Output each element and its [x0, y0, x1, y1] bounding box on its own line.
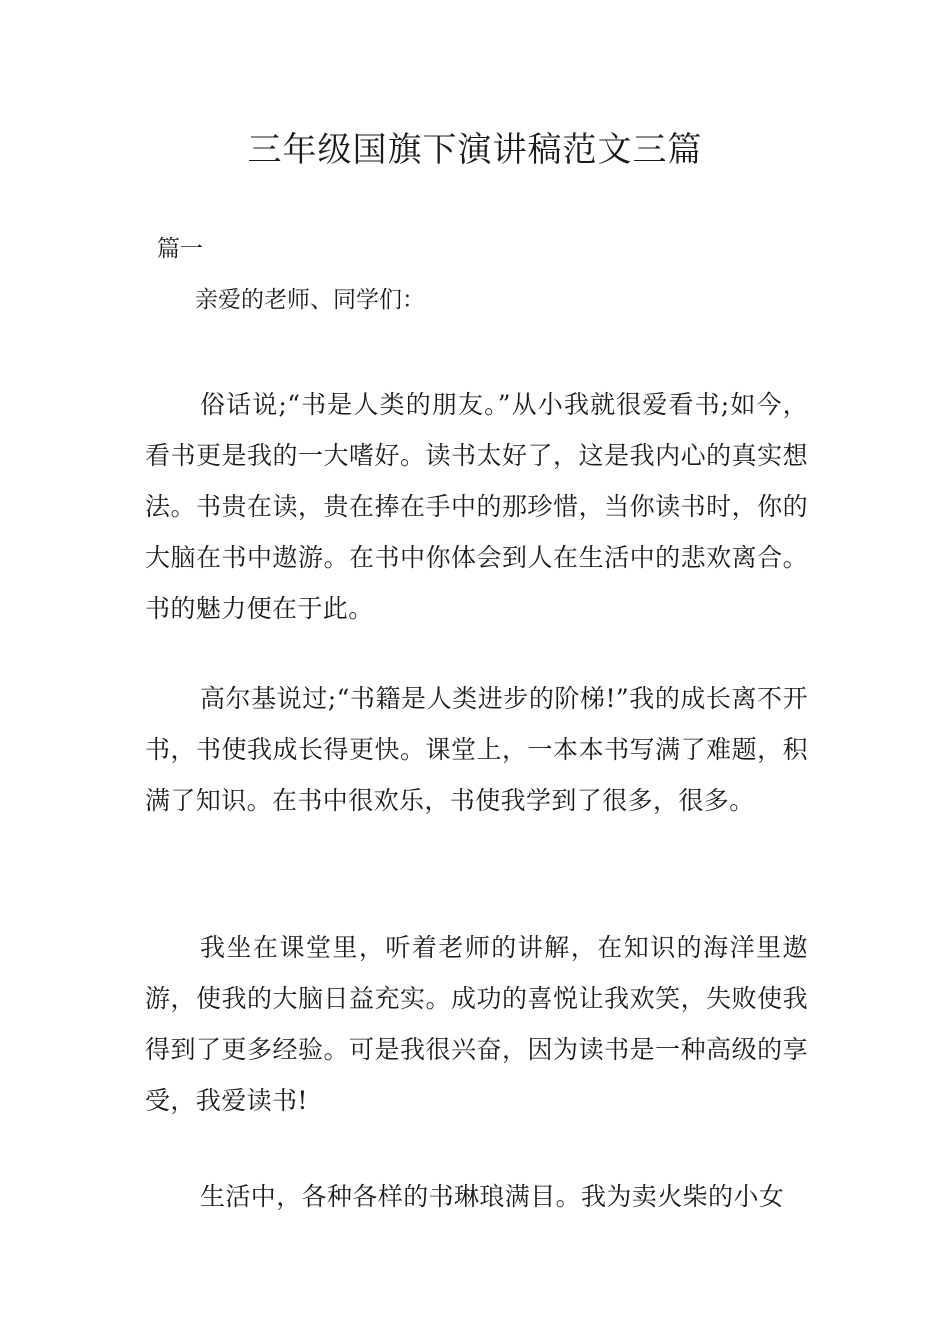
- body-paragraph-1: 俗话说;“书是人类的朋友。”从小我就很爱看书;如今，看书更是我的一大嗜好。读书太好了，这是我内心的真实想法。书贵在读，贵在捧在手中的那珍惜，当你读书时，你的大脑在书中遨游。在书中你体会到人在生活中的悲欢离合。书的魅力便在于此。: [145, 390, 808, 623]
- body-paragraph-2: 高尔基说过;“书籍是人类进步的阶梯!”我的成长离不开书，书使我成长得更快。课堂上，一本本书写满了难题，积满了知识。在书中很欢乐，书使我学到了很多，很多。: [145, 684, 808, 815]
- salutation: 亲爱的老师、同学们：: [195, 287, 425, 313]
- body-paragraph-4: 生活中，各种各样的书琳琅满目。我为卖火柴的小女: [200, 1182, 785, 1211]
- document-title: 三年级国旗下演讲稿范文三篇: [247, 130, 703, 170]
- body-paragraph-3: 我坐在课堂里，听着老师的讲解，在知识的海洋里遨游，使我的大脑日益充实。成功的喜悦让我欢笑，失败使我得到了更多经验。可是我很兴奋，因为读书是一种高级的享受，我爱读书!: [145, 933, 808, 1115]
- section-label: 篇一: [157, 236, 203, 262]
